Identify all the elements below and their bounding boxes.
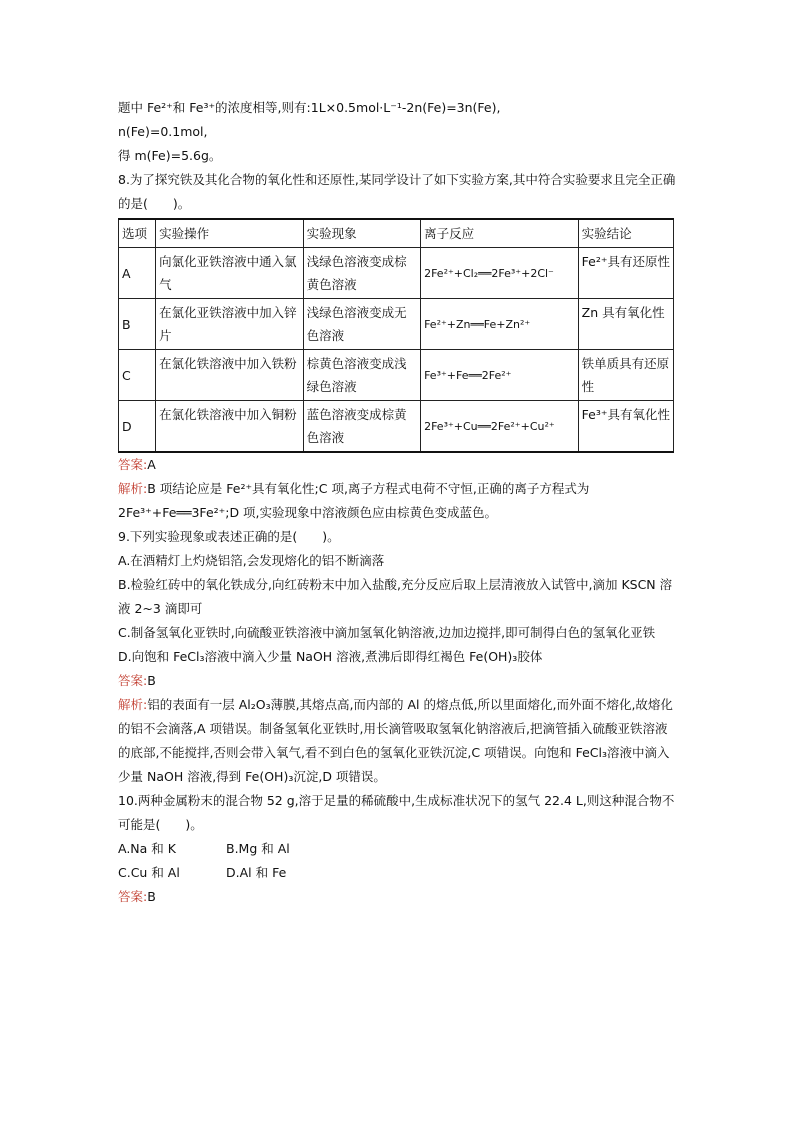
answer-label: 答案: [118,889,148,904]
table-cell: 浅绿色溶液变成无色溶液 [303,299,420,350]
table-row [119,350,674,401]
table-row [119,401,674,453]
analysis-label: 解析: [118,697,148,712]
q9-option-a: A.在酒精灯上灼烧铝箔,会发现熔化的铝不断滴落 [118,553,385,568]
q10-option-d: D.Al 和 Fe [226,865,287,880]
q9-option-b: B.检验红砖中的氧化铁成分,向红砖粉末中加入盐酸,充分反应后取上层清液放入试管中,滴加 KSCN 溶液 2~3 滴即可 [118,577,673,616]
q9-answer [118,669,678,693]
q9-analysis [118,693,678,789]
table-cell: D [119,401,156,453]
table-cell: 2Fe²⁺+Cl₂══2Fe³⁺+2Cl⁻ [421,248,579,299]
q8-analysis [118,477,678,525]
header-operation: 实验操作 [156,219,304,248]
table-cell: C [119,350,156,401]
q8-stem: 8.为了探究铁及其化合物的氧化性和还原性,某同学设计了如下实验方案,其中符合实验要求且完全正确的是( )。 [118,172,676,211]
q10-options-row-1 [118,837,678,861]
answer-value: B [147,889,156,904]
q8-experiment-table [118,218,674,453]
table-cell: A [119,248,156,299]
table-cell: Fe³⁺+Fe══2Fe²⁺ [421,350,579,401]
table-header-row [119,219,674,248]
answer-label: 答案: [118,673,148,688]
q10-answer [118,885,678,909]
document-page [118,96,678,909]
analysis-text: 铝的表面有一层 Al₂O₃薄膜,其熔点高,而内部的 Al 的熔点低,所以里面熔化,而外面不熔化,故熔化的铝不会滴落,A 项错误。制备氢氧化亚铁时,用长滴管吸取氢氧化钠溶液后,把滴管插入硫酸亚铁溶液的底部,不能搅拌,否则会带入氧气,看不到白色的氢氧化亚铁沉淀,C 项错误。向饱和 FeCl₃溶液中滴入少量 NaOH 溶液,得到 Fe(OH)₃沉淀,D 项错误。 [118,697,673,784]
intro-line-1: 题中 Fe²⁺和 Fe³⁺的浓度相等,则有:1L×0.5mol·L⁻¹-2n(Fe)=3n(Fe), [118,100,501,115]
intro-line-2: n(Fe)=0.1mol, [118,124,208,139]
q9-option-c: C.制备氢氧化亚铁时,向硫酸亚铁溶液中滴加氢氧化钠溶液,边加边搅拌,即可制得白色的氢氧化亚铁 [118,625,656,640]
header-phenomenon: 实验现象 [303,219,420,248]
table-row [119,248,674,299]
table-cell: Zn 具有氧化性 [578,299,673,350]
table-cell: 在氯化亚铁溶液中加入锌片 [156,299,304,350]
q9-stem: 9.下列实验现象或表述正确的是( )。 [118,529,340,544]
table-row [119,299,674,350]
analysis-text: B 项结论应是 Fe²⁺具有氧化性;C 项,离子方程式电荷不守恒,正确的离子方程式为 2Fe³⁺+Fe══3Fe²⁺;D 项,实验现象中溶液颜色应由棕黄色变成蓝色。 [118,481,590,520]
table-cell: 浅绿色溶液变成棕黄色溶液 [303,248,420,299]
q10-stem: 10.两种金属粉末的混合物 52 g,溶于足量的稀硫酸中,生成标准状况下的氢气 22.4 L,则这种混合物不可能是( )。 [118,793,675,832]
q10-option-c: C.Cu 和 Al [118,865,180,880]
table-cell: Fe²⁺具有还原性 [578,248,673,299]
table-cell: 2Fe³⁺+Cu══2Fe²⁺+Cu²⁺ [421,401,579,453]
table-cell: B [119,299,156,350]
table-cell: 棕黄色溶液变成浅绿色溶液 [303,350,420,401]
answer-label: 答案: [118,457,148,472]
table-cell: 在氯化铁溶液中加入铁粉 [156,350,304,401]
analysis-label: 解析: [118,481,148,496]
table-cell: Fe³⁺具有氧化性 [578,401,673,453]
q9-option-d: D.向饱和 FeCl₃溶液中滴入少量 NaOH 溶液,煮沸后即得红褐色 Fe(OH)₃胶体 [118,649,543,664]
answer-value: A [147,457,156,472]
table-cell: 在氯化铁溶液中加入铜粉 [156,401,304,453]
header-option: 选项 [119,219,156,248]
header-conclusion: 实验结论 [578,219,673,248]
table-cell: 蓝色溶液变成棕黄色溶液 [303,401,420,453]
table-cell: 向氯化亚铁溶液中通入氯气 [156,248,304,299]
answer-value: B [147,673,156,688]
header-ion-reaction: 离子反应 [421,219,579,248]
table-cell: 铁单质具有还原性 [578,350,673,401]
q10-option-b: B.Mg 和 Al [226,841,290,856]
table-cell: Fe²⁺+Zn══Fe+Zn²⁺ [421,299,579,350]
q10-option-a: A.Na 和 K [118,841,176,856]
q8-answer [118,453,678,477]
q10-options-row-2 [118,861,678,885]
intro-line-3: 得 m(Fe)=5.6g。 [118,148,222,163]
